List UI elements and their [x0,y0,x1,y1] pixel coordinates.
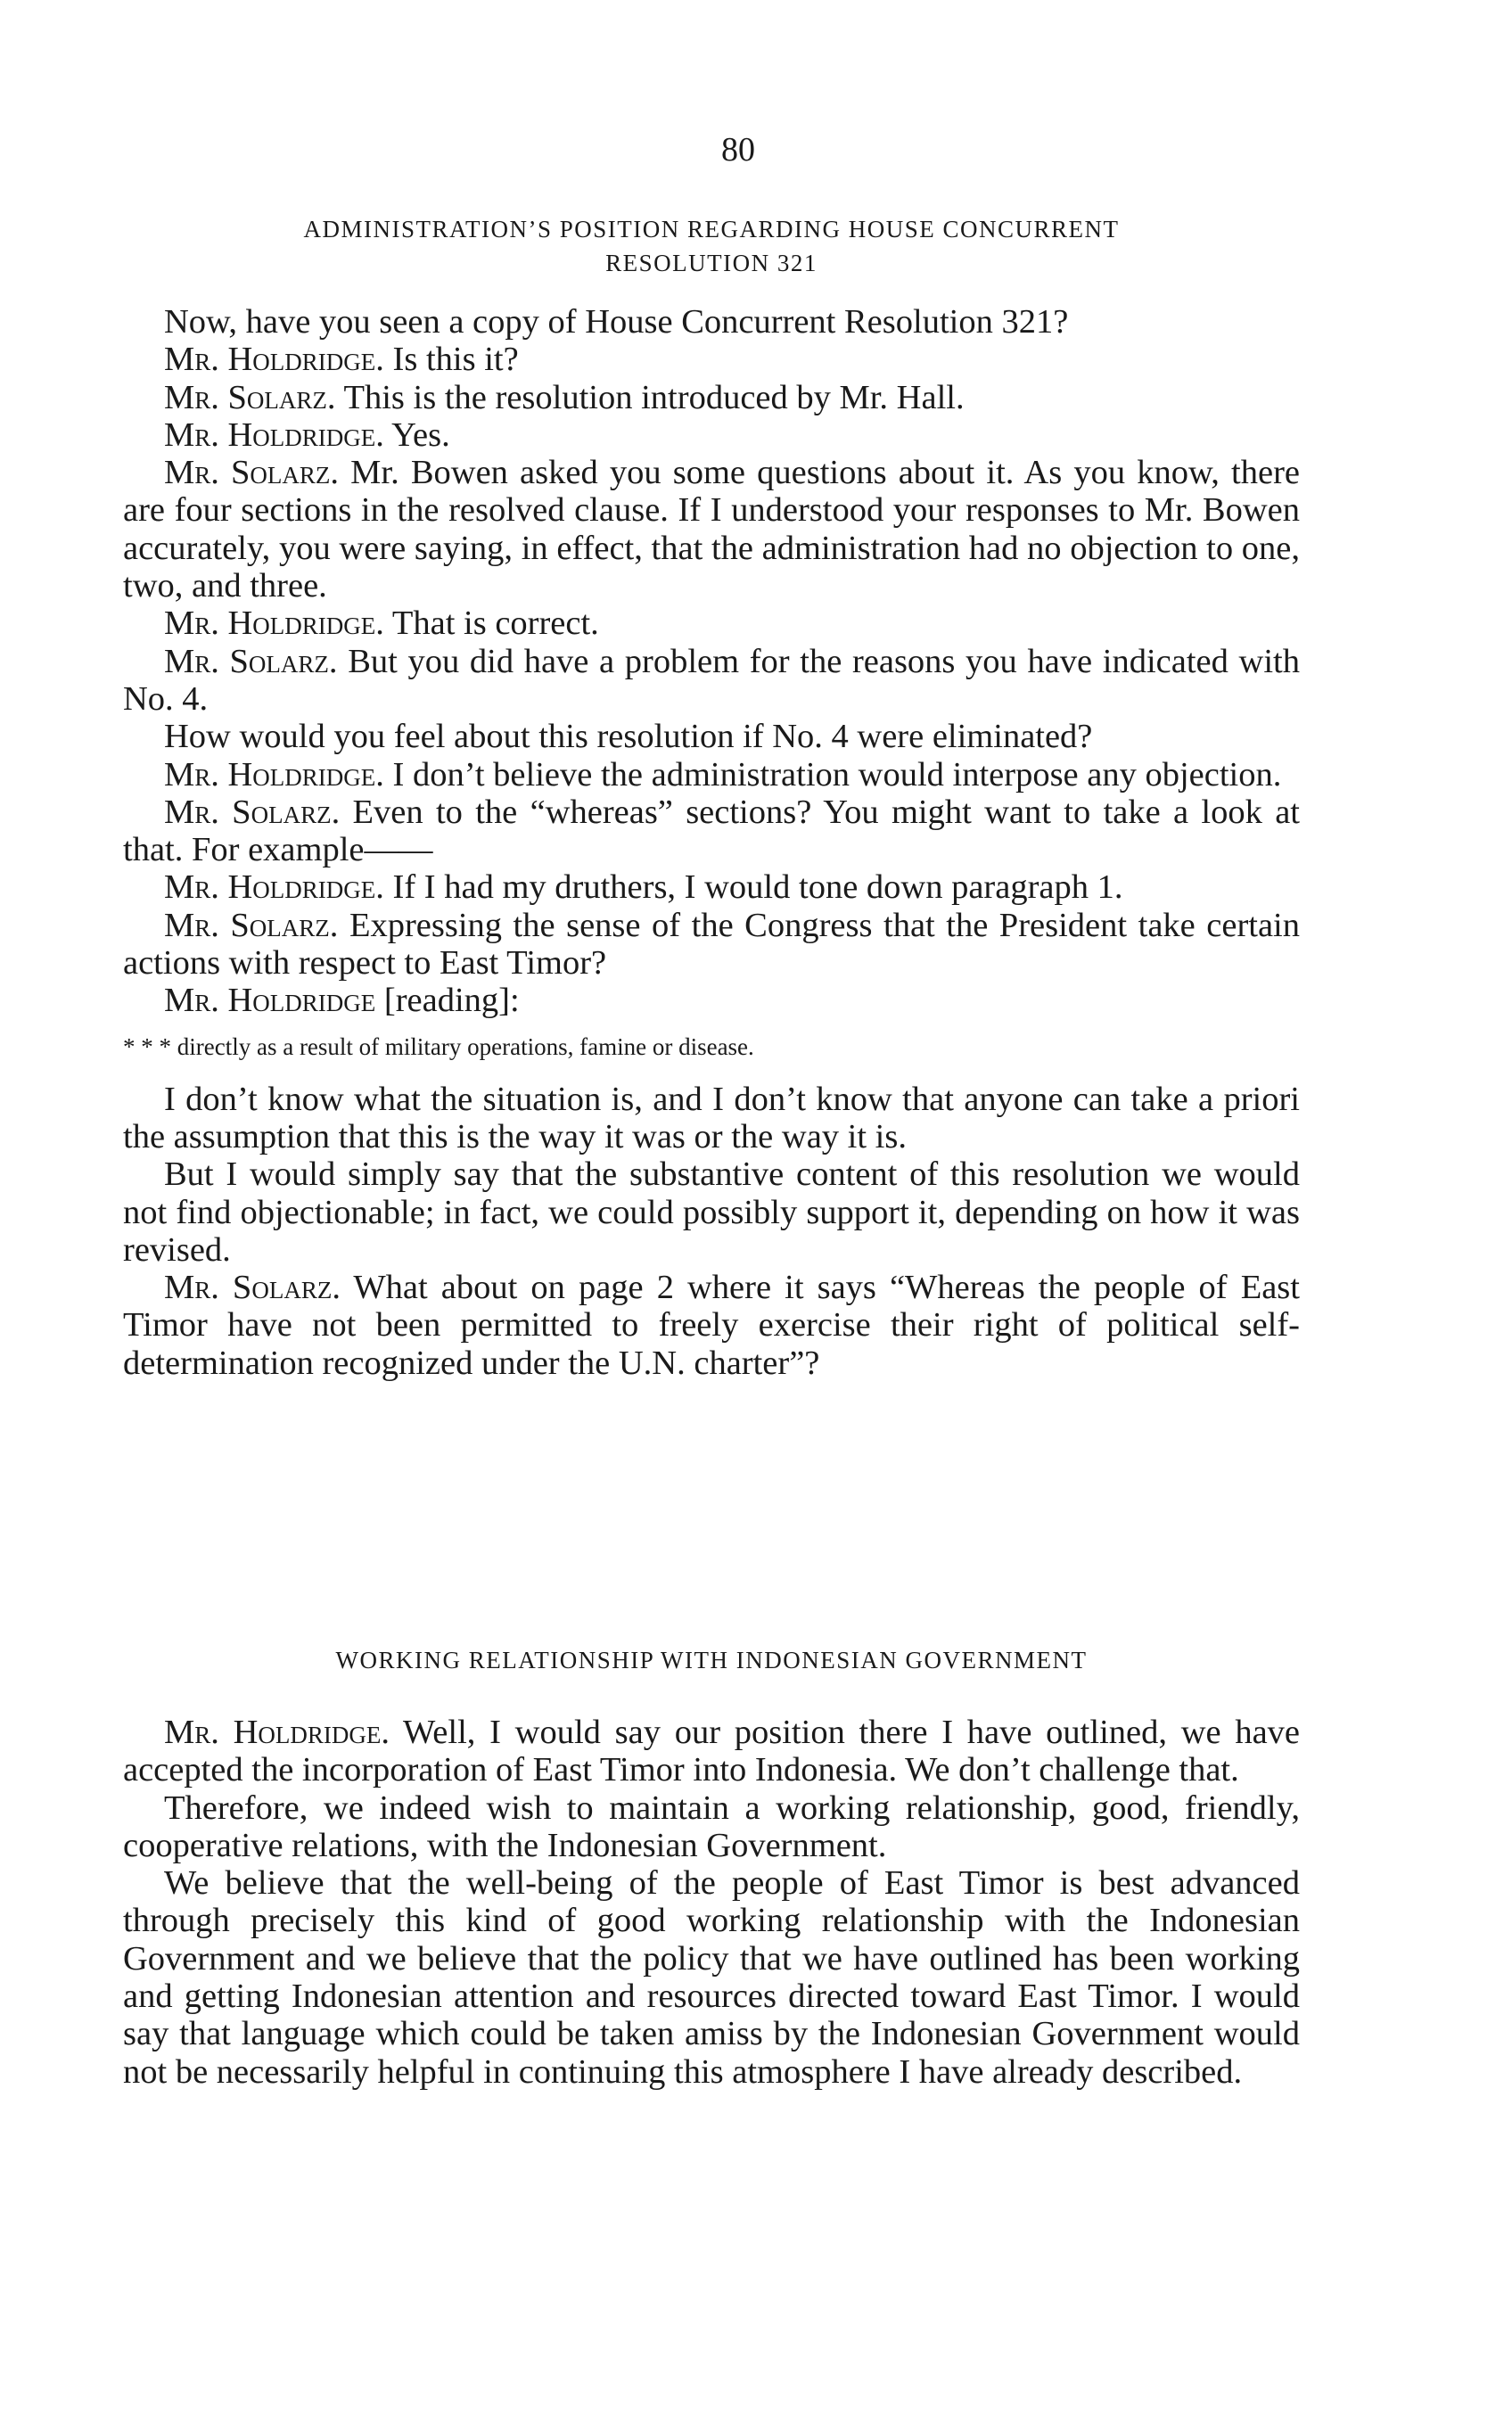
paragraph-text: Well, I would say our position there I have outlined, we have accepted the incorporation of East Timor into Indonesia. We don’t challenge that. [123,1714,1301,1789]
paragraph-text: I don’t believe the administration would interpose any objection. [383,755,1282,794]
speaker-name: Mr. Solarz. [164,1269,341,1307]
paragraph [123,604,1300,642]
paragraph [123,907,1300,983]
section-body-working-relationship [123,1714,1300,2091]
paragraph [123,1714,1300,1789]
paragraph [123,868,1300,906]
paragraph-text: Is this it? [383,341,519,379]
paragraph-text: This is the resolution introduced by Mr. Hall. [335,378,965,416]
paragraph [123,643,1300,719]
paragraph-text: We believe that the well-being of the people of East Timor is best advanced through precisely this kind of good working relationship with the Indonesian Government and we believe that the policy that we have outlined has been working and getting Indonesian attention and resources directed toward East Timor. I would say that language which could be taken amiss by the Indonesian Government would not be necessarily helpful in continuing this atmosphere I have already described. [123,1864,1300,2091]
paragraph [123,379,1300,416]
paragraph [123,454,1300,604]
speaker-name: Mr. Solarz. [164,642,338,680]
paragraph-text: Now, have you seen a copy of House Concurrent Resolution 321? [164,303,1069,341]
section-heading-working-relationship: WORKING RELATIONSHIP WITH INDONESIAN GOVERNMENT [335,1647,1088,1673]
speaker-name: Mr. Holdridge. [164,341,384,379]
paragraph-text: [reading]: [375,982,520,1020]
paragraph-text: Even to the “whereas” sections? You might want to take a look at that. For example—— [123,793,1300,869]
paragraph-text: How would you feel about this resolution if No. 4 were eliminated? [164,718,1093,756]
paragraph-text: Expressing the sense of the Congress that the President take certain actions with respect to East Timor? [123,906,1300,983]
paragraph-text: Therefore, we indeed wish to maintain a working relationship, good, friendly, cooperative relations, with the Indonesian Government. [123,1788,1300,1864]
paragraph-text: But you did have a problem for the reasons you have indicated with No. 4. [123,642,1300,718]
paragraph-text: That is correct. [383,604,599,643]
paragraph-text: Yes. [383,415,450,454]
paragraph [123,1155,1300,1269]
section-heading-administration-position [177,212,1246,280]
speaker-name: Mr. Solarz. [164,454,340,492]
paragraph-text: I don’t know what the situation is, and I don’t know that anyone can take a priori the assumption that this is the way it was or the way it is. [123,1080,1300,1155]
speaker-name: Mr. Holdridge. [164,755,384,794]
heading-line-1: ADMINISTRATION’S POSITION REGARDING HOUSE CONCURRENT [303,216,1120,243]
speaker-name: Mr. Holdridge. [164,868,384,907]
speaker-name: Mr. Solarz. [164,906,339,944]
speaker-name: Mr. Holdridge. [164,604,384,643]
page-number: 80 [721,131,755,169]
block-quote: * * * directly as a result of military operations, famine or disease. [123,1032,754,1060]
paragraph [123,303,1300,341]
speaker-name: Mr. Holdridge. [164,1714,390,1751]
paragraph [123,1789,1300,1865]
speaker-name: Mr. Solarz. [164,793,341,831]
paragraph [123,416,1300,454]
paragraph-text: What about on page 2 where it says “Whereas the people of East Timor have not been permitted to freely exercise their right of political self-determination recognized under the U.N. charter”? [123,1269,1300,1382]
paragraph-text: But I would simply say that the substantive content of this resolution we would not find objectionable; in fact, we could possibly support it, depending on how it was revised. [123,1155,1300,1269]
speaker-name: Mr. Solarz. [164,378,336,416]
paragraph [123,1081,1300,1156]
speaker-name: Mr. Holdridge [164,982,376,1020]
paragraph-text: Mr. Bowen asked you some questions about it. As you know, there are four sections in the resolved clause. If I understood your responses to Mr. Bowen accurately, you were saying, in effect, that the administration had no objection to one, two, and three. [123,454,1300,605]
paragraph [123,1269,1300,1382]
heading-line-2: RESOLUTION 321 [605,250,818,276]
paragraph [123,756,1300,794]
paragraph [123,341,1300,378]
speaker-name: Mr. Holdridge. [164,415,384,454]
section-body-administration-position [123,303,1300,1382]
paragraph [123,794,1300,869]
paragraph [123,718,1300,755]
paragraph [123,1864,1300,2091]
paragraph [123,982,1300,1019]
paragraph-text: If I had my druthers, I would tone down paragraph 1. [383,868,1123,907]
